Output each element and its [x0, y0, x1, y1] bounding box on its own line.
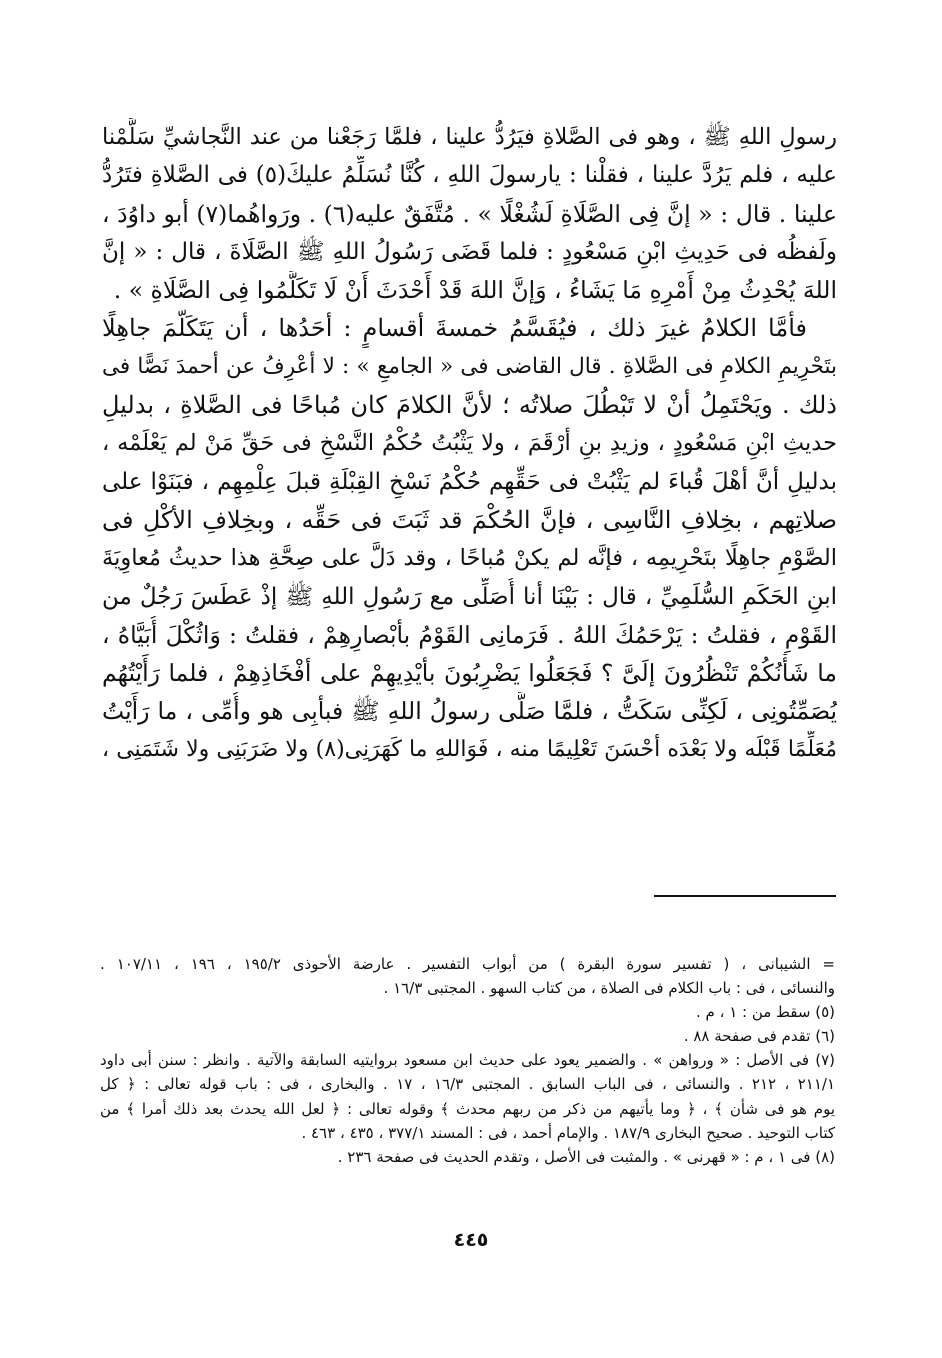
- text-line: عليه ، فلم يَرُدَّ علينا ، فقلْنا : يارسولَ اللهِ ، كُنَّا نُسَلِّمُ عليكَ(٥) فى الصَّلاةِ فتَرُدُّ: [102, 162, 837, 189]
- text-line: اللهَ يُحْدِثُ مِنْ أَمْرِهِ مَا يَشَاءُ ، وَإنَّ اللهَ قَدْ أَحْدَثَ أَنْ لَا تَكَلَّمُوا فِى الصَّلَاةِ » .: [113, 276, 837, 305]
- footnotes-block: [100, 952, 835, 1169]
- text-line: القَوْمِ ، فقلتُ : يَرْحَمُكَ اللهُ . فَرَمانِى القَوْمُ بأبْصارِهِمْ ، فقلتُ : وَاثُكْلَ أُبَيَّاهُ ،: [102, 620, 837, 649]
- footnote-line: والنسائى ، فى : باب الكلام فى الصلاة ، من كتاب السهو . المجتبى ١٦/٣ .: [383, 979, 835, 998]
- footnote-line: (٥) سقط من : ١ ، م .: [695, 1003, 835, 1022]
- text-line: رسولِ اللهِ ﷺ ، وهو فى الصَّلاةِ فيَرُدُّ علينا ، فلمَّا رَجَعْنا من عند النَّجاشيِّ سَلَّمْنا: [102, 124, 837, 150]
- footnote-line: كتاب التوحيد . صحيح البخارى ١٨٧/٩ . والإمام أحمد ، فى : المسند ٣٧٧/١ ، ٤٣٥ ، ٤٦٣ .: [301, 1123, 835, 1142]
- text-line: مُعَلِّمًا قَبْلَه ولا بَعْدَه أحْسَنَ تَعْلِيمًا منه ، فَوَاللهِ ما كَهَرَنِى(٨) ولا ضَرَبَنِى ولا شَتَمَنِى ،: [102, 736, 837, 762]
- page-number: ٤٤٥: [453, 1229, 489, 1251]
- footnote-line: يوم هو فى شأن ﴾ ، ﴿ وما يأتيهم من ذكر من ربهم محدث ﴾ وقوله تعالى : ﴿ لعل الله يحدث بعد ذلك أمرا ﴾ من: [100, 1099, 835, 1118]
- footnote-line: (٨) فى ١ ، م : « قهرنى » . والمثبت فى الأصل ، وتقدم الحديث فى صفحة ٢٣٦ .: [337, 1147, 835, 1166]
- text-line: بتَحْرِيمِ الكلامِ فى الصَّلاةِ . قال القاضى فى « الجامعِ » : لا أعْرِفُ عن أحمدَ نَصًّا فى: [102, 353, 837, 379]
- text-line: بدليلِ أنَّ أهْلَ قُباءَ لم يَثْبُتْ فى حَقِّهِم حُكْمُ نَسْخِ القِبْلَةِ قبلَ عِلْمِهِم ، فبَنَوْا على: [102, 468, 837, 495]
- text-line: ابنِ الحَكَمِ السُّلَمِيِّ ، قال : بَيْنَا أنا أُصَلِّى مع رَسُولِ اللهِ ﷺ إذْ عَطَسَ رَجُلٌ من: [102, 583, 837, 610]
- text-line: الصَّوْمِ جاهِلًا بتَحْرِيمِه ، فإنَّه لم يكنْ مُباحًا ، وقد دَلَّ على صِحَّةِ هذا حديثُ مُعاوِيَةَ: [102, 545, 837, 572]
- text-line: ما شَأْنُكُمْ تَنْظُرُونَ إلَىَّ ؟ فَجَعَلُوا يَضْرِبُونَ بأيْدِيهِمْ على أفْخَاذِهِمْ ، فلما رَأَيْتُهُم: [102, 659, 837, 688]
- text-line: صلاتِهم ، بخِلافِ النَّاسِى ، فإنَّ الحُكْمَ قد ثَبَتَ فى حَقِّه ، وبخِلافِ الأكْلِ فى: [102, 505, 837, 534]
- footnote-line: (٧) فى الأصل : « ورواهن » . والضمير يعود على حديث ابن مسعود بروايتيه السابقة والآتية . وانظر : سنن أبى داود: [100, 1051, 835, 1070]
- footnote-line: (٦) تقدم فى صفحة ٨٨ .: [683, 1027, 835, 1046]
- footnote-divider: [654, 895, 836, 897]
- text-line: فأمَّا الكلامُ غيرَ ذلك ، فيُقَسَّمُ خمسةَ أقسامٍ : أحَدُها ، أن يَتَكَلَّمَ جاهِلًا: [102, 314, 807, 343]
- text-line: ذلك . ويَحْتَمِلُ أنْ لا تَبْطُلَ صلاتُه ؛ لأنَّ الكلامَ كان مُباحًا فى الصَّلاةِ ، بدليلِ: [102, 391, 837, 420]
- main-text-block: [102, 118, 837, 769]
- text-line: يُصَمِّتُونِى ، لَكِنِّى سَكَتُّ ، فلمَّا صَلَّى رسولُ اللهِ ﷺ فبأبِى هو وأُمِّى ، ما رَأَيْتُ: [102, 697, 837, 726]
- footnote-line: ٢١١/١ ، ٢١٢ . والنسائى ، فى الباب السابق . المجتبى ١٦/٣ ، ١٧ . والبخارى ، فى : باب قوله تعالى : ﴿ كل: [100, 1075, 835, 1094]
- footnote-line: = الشيبانى ، ( تفسير سورة البقرة ) من أبواب التفسير . عارضة الأحوذى ١٩٥/٢ ، ١٩٦ ، ١٠٧/١١ .: [100, 955, 835, 973]
- text-line: حديثِ ابْنِ مَسْعُودٍ ، وزيدِ بنِ أرْقَمَ ، ولا يَثْبُتُ حُكْمُ النَّسْخِ فى حَقِّ مَنْ لم يَعْلَمْه ،: [102, 430, 837, 457]
- text-line: علينا . قال : « إنَّ فِى الصَّلَاةِ لَشُغْلًا » . مُتَّفَقٌ عليه(٦) . ورَواهُما(٧) أبو داوُدَ ،: [102, 199, 837, 228]
- text-line: ولَفظُه فى حَدِيثِ ابْنِ مَسْعُودٍ : فلما قَضَى رَسُولُ اللهِ ﷺ الصَّلَاةَ ، قال : « إنَّ: [102, 238, 837, 265]
